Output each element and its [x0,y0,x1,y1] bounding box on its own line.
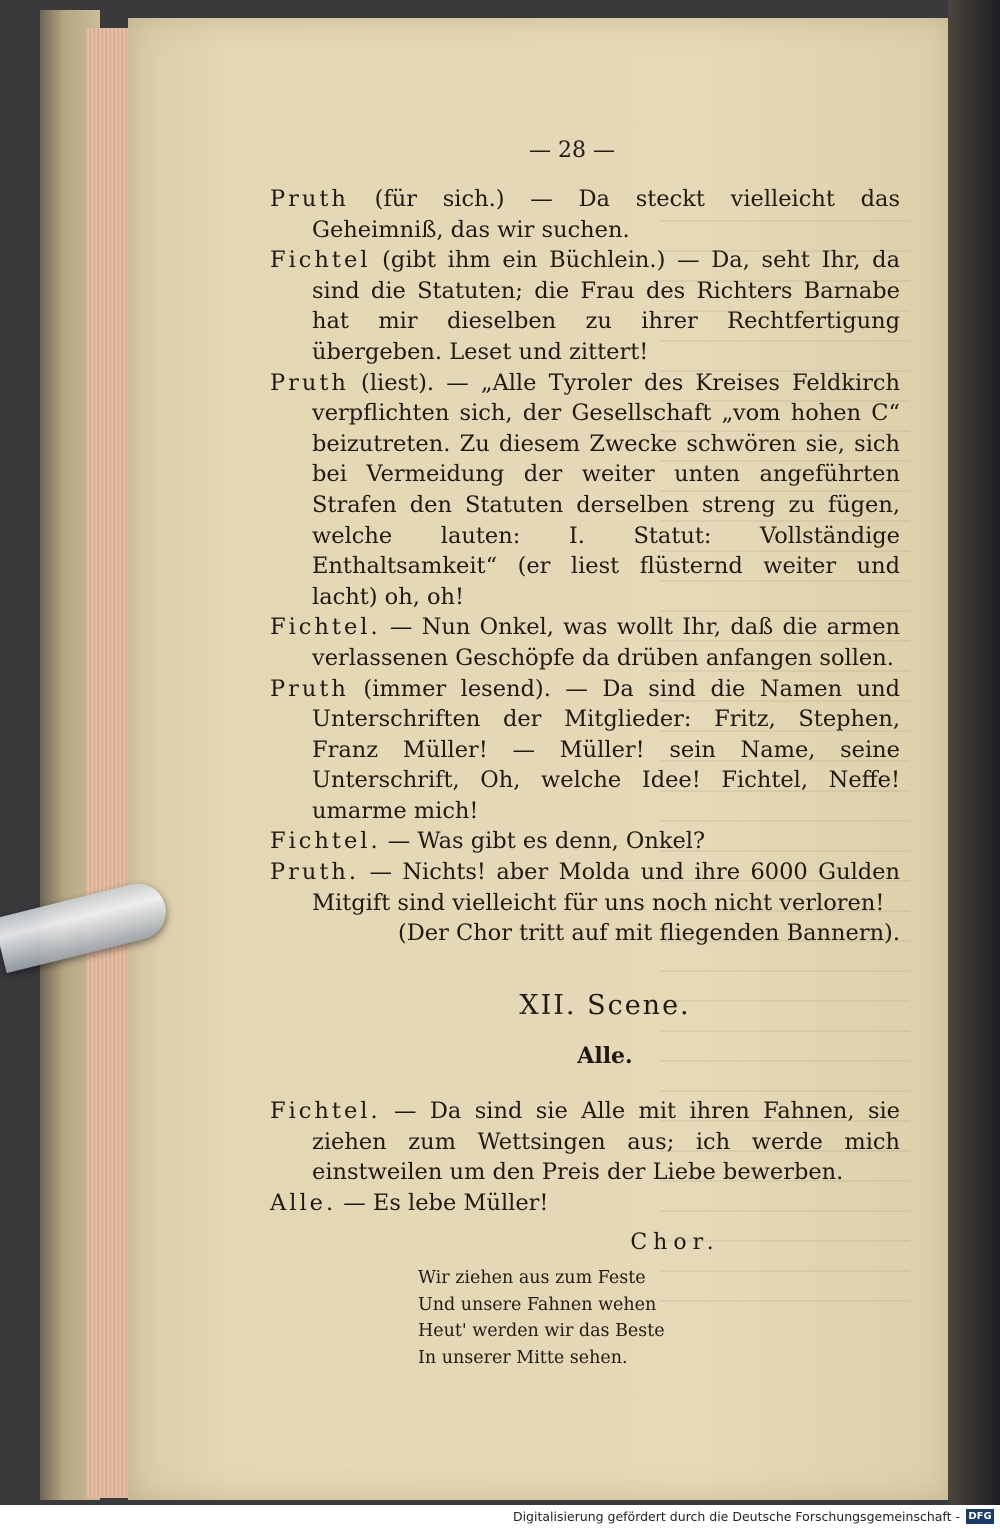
dialogue-line [270,368,900,613]
dialogue-line [270,1096,900,1188]
verse [418,1265,900,1371]
dialogue-text: — Nichts! aber Molda und ihre 6000 Gulden Mitgift sind vielleicht für uns noch nicht verloren! [312,859,900,916]
verse-line: Wir ziehen aus zum Feste [418,1268,646,1288]
speaker-name: Alle. [270,1189,337,1216]
dialogue-text: — Was gibt es denn, Onkel? [380,828,706,855]
chorus-title: Chor. [630,1230,720,1256]
dialogue-line [270,857,900,918]
verse-line: Und unsere Fahnen wehen [418,1294,657,1315]
dialogue-line [270,245,900,367]
footer-bar [0,1505,1000,1529]
speaker-name: Fichtel. [270,614,381,641]
dialogue-line [270,674,900,827]
dialogue-line [270,612,900,673]
verse-line: Heut' werden wir das Beste [418,1321,665,1341]
speaker-name: Fichtel. [270,828,381,855]
right-shadow [948,0,1000,1505]
scene-title: XII. Scene. [519,989,691,1021]
speaker-name: Fichtel [270,247,371,274]
footer-credit: Digitalisierung gefördert durch die Deutsche Forschungsgemeinschaft - [512,1509,960,1524]
dfg-logo: DFG [966,1509,994,1524]
page-text [270,140,900,1371]
dialogue-text: (gibt ihm ein Büchlein.) — Da, seht Ihr, da sind die Statuten; die Frau des Richters Barnabe hat mir dieselben zu ihrer Rechtfertigung übergeben. Leset und zittert! [312,247,900,365]
speaker-name: Pruth [270,675,349,702]
dialogue-line [270,826,900,857]
dialogue-text: (liest). — „Alle Tyroler des Kreises Feldkirch verpflichten sich, der Gesellschaft „vom hohen C“ beizutreten. Zu diesem Zwecke schwören sie, sich bei Vermeidung der weiter unten angeführten Strafen den Statuten derselben streng zu fügen, welche lauten: I. Statut: Vollständige Enthaltsamkeit“ (er liest flüsternd weiter und lacht) oh, oh! [312,369,900,610]
speaker-name: Pruth [270,369,349,396]
dialogue-text: (für sich.) — Da steckt vielleicht das Geheimniß, das wir suchen. [312,186,900,243]
dialogue-text: — Nun Onkel, was wollt Ihr, daß die armen verlassenen Geschöpfe da drüben anfangen sollen. [312,614,900,671]
page-edges [86,28,132,1498]
scene-subtitle: Alle. [577,1043,633,1070]
speaker-name: Pruth [270,186,349,212]
speaker-name: Pruth. [270,859,360,886]
verse-line: In unserer Mitte sehen. [418,1347,628,1368]
dialogue-text: — Da sind sie Alle mit ihren Fahnen, sie ziehen zum Wettsingen aus; ich werde mich einstweilen um den Preis der Liebe bewerben. [312,1098,900,1186]
dialogue-text: (immer lesend). — Da sind die Namen und Unterschriften der Mitglieder: Fritz, Stephen, Franz Müller! — Müller! sein Name, seine Unterschrift, Oh, welche Idee! Fichtel, Neffe! umarme mich! [312,675,900,824]
dialogue-line [270,184,900,245]
stage-direction: (Der Chor tritt auf mit fliegenden Bannern). [397,920,900,947]
speaker-name: Fichtel. [270,1098,381,1125]
page-number: — 28 — [529,138,615,163]
dialogue-line [270,1188,900,1219]
dialogue-text: — Es lebe Müller! [336,1189,549,1216]
